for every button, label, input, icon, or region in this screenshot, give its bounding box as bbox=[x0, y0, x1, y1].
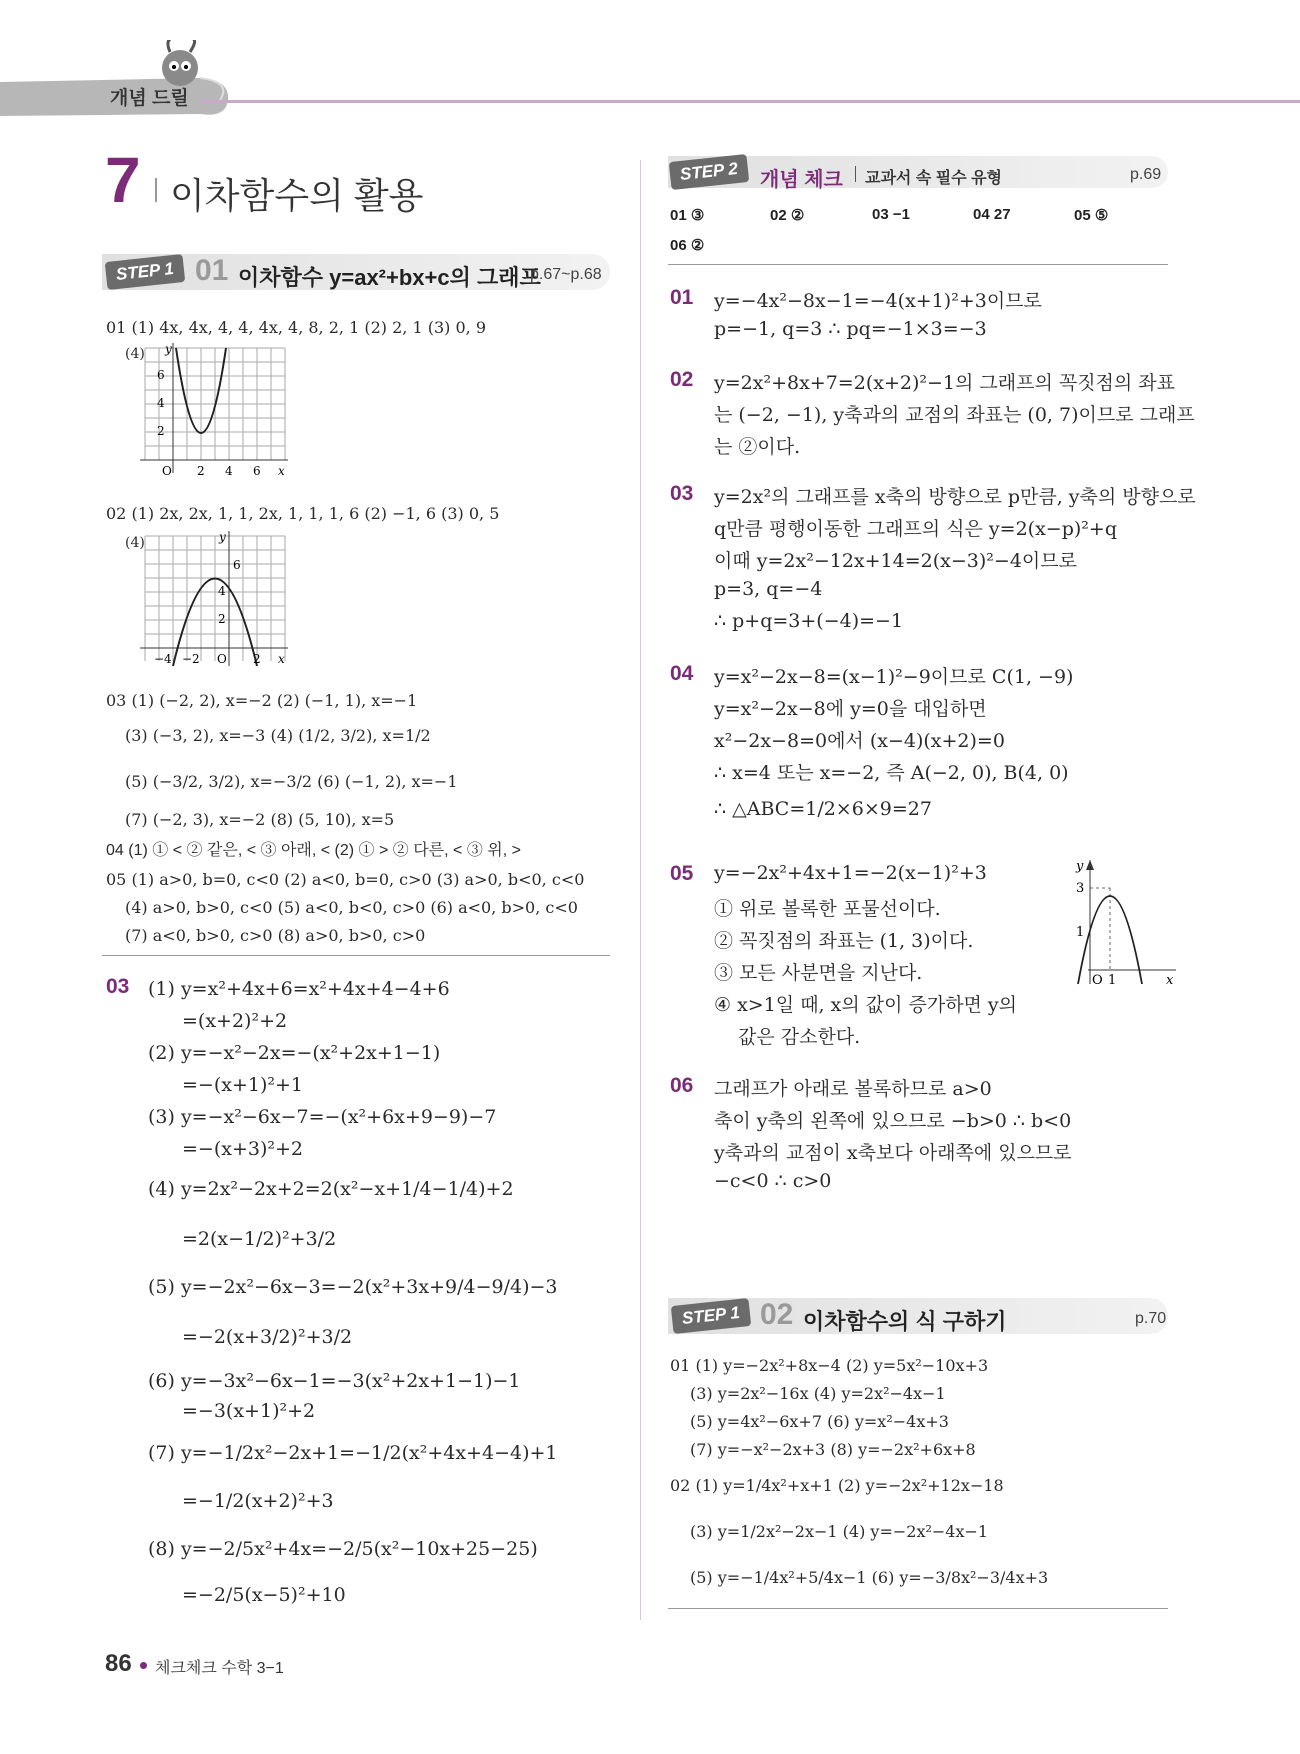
page-ref: p.67~p.68 bbox=[530, 266, 602, 283]
step2-title: 개념 체크 bbox=[760, 169, 843, 191]
step-badge: STEP 1 bbox=[105, 254, 185, 290]
solution-line: ① 위로 볼록한 포물선이다. bbox=[714, 898, 941, 920]
question-number: 06 bbox=[670, 1074, 694, 1097]
graph-ytick: 4 bbox=[218, 584, 226, 598]
answer-line: (3) y=1/2x²−2x−1 (4) y=−2x²−4x−1 bbox=[690, 1522, 989, 1541]
graph-xtick: −4 bbox=[154, 652, 172, 666]
solution-line: (5) y=−2x²−6x−3=−2(x²+3x+9/4−9/4)−3 bbox=[148, 1276, 558, 1298]
solution-line: 값은 감소한다. bbox=[738, 1026, 861, 1048]
solution-line: =2(x−1/2)²+3/2 bbox=[182, 1228, 337, 1250]
graph-x-label: x bbox=[1166, 973, 1174, 988]
solution-line: q만큼 평행이동한 그래프의 식은 y=2(x−p)²+q bbox=[714, 518, 1117, 540]
solution-line: x²−2x−8=0에서 (x−4)(x+2)=0 bbox=[714, 730, 1005, 752]
answer-line: (7) a<0, b>0, c>0 (8) a>0, b>0, c>0 bbox=[125, 926, 426, 945]
answer-line: (5) y=4x²−6x+7 (6) y=x²−4x+3 bbox=[690, 1412, 949, 1431]
solution-line: ② 꼭짓점의 좌표는 (1, 3)이다. bbox=[714, 930, 974, 952]
solution-line: =(x+2)²+2 bbox=[182, 1010, 288, 1032]
solution-line: ③ 모든 사분면을 지난다. bbox=[714, 962, 923, 984]
solution-line: ∴ p+q=3+(−4)=−1 bbox=[714, 610, 904, 632]
right-divider bbox=[668, 264, 1168, 265]
question-number: 03 bbox=[670, 482, 694, 505]
graph-y-label: y bbox=[1076, 859, 1084, 874]
graph-xtick: 1 bbox=[1108, 973, 1117, 988]
answer-line: 05 (1) a>0, b=0, c<0 (2) a<0, b=0, c>0 (3) a>0, b<0, c<0 bbox=[106, 870, 585, 889]
solution-line: y축과의 교점이 x축보다 아래쪽에 있으므로 bbox=[714, 1142, 1072, 1164]
graph-ytick: 2 bbox=[218, 612, 226, 626]
solution-line: y=−4x²−8x−1=−4(x+1)²+3이므로 bbox=[714, 290, 1042, 312]
section-number: 02 bbox=[760, 1298, 794, 1331]
solution-line: y=2x²의 그래프를 x축의 방향으로 p만큼, y축의 방향으로 bbox=[714, 486, 1196, 508]
solution-line: (2) y=−x²−2x=−(x²+2x+1−1) bbox=[148, 1042, 441, 1064]
solution-line: y=x²−2x−8=(x−1)²−9이므로 C(1, −9) bbox=[714, 666, 1074, 688]
solution-line: =−2(x+3/2)²+3/2 bbox=[182, 1326, 353, 1348]
chapter-number: 7 bbox=[105, 144, 141, 216]
answer-line: 01 (1) 4x, 4x, 4, 4, 4x, 4, 8, 2, 1 (2) 2, 1 (3) 0, 9 bbox=[106, 318, 486, 337]
answer-line: (5) y=−1/4x²+5/4x−1 (6) y=−3/8x²−3/4x+3 bbox=[690, 1568, 1049, 1587]
graph-ytick: 2 bbox=[157, 424, 165, 438]
footer-dot bbox=[140, 1662, 147, 1669]
answer-line: 03 (1) (−2, 2), x=−2 (2) (−1, 1), x=−1 bbox=[106, 691, 418, 710]
graph-y-label: y bbox=[165, 343, 172, 356]
graph-xtick: −2 bbox=[182, 652, 200, 666]
quick-answer: 05 ⑤ bbox=[1074, 207, 1109, 224]
page-ref: p.70 bbox=[1135, 1310, 1167, 1327]
page-number: 86 bbox=[105, 1650, 132, 1677]
answer-line: (7) y=−x²−2x+3 (8) y=−2x²+6x+8 bbox=[690, 1440, 976, 1459]
answer-line: 02 (1) y=1/4x²+x+1 (2) y=−2x²+12x−18 bbox=[670, 1476, 1004, 1495]
column-divider bbox=[640, 160, 641, 1620]
answer-line: (3) y=2x²−16x (4) y=2x²−4x−1 bbox=[690, 1384, 946, 1403]
solution-line: y=−2x²+4x+1=−2(x−1)²+3 bbox=[714, 862, 987, 884]
left-divider bbox=[102, 955, 610, 956]
solution-line: p=−1, q=3 ∴ pq=−1×3=−3 bbox=[714, 318, 987, 340]
solution-line: ④ x>1일 때, x의 값이 증가하면 y의 bbox=[714, 994, 1018, 1016]
graph-origin: O bbox=[217, 652, 227, 666]
question-number: 04 bbox=[670, 662, 694, 685]
section-title: 이차함수의 식 구하기 bbox=[803, 1309, 1007, 1334]
answer-line: (7) (−2, 3), x=−2 (8) (5, 10), x=5 bbox=[125, 810, 395, 829]
graph-x-label: x bbox=[278, 652, 285, 666]
question-number: 05 bbox=[670, 862, 694, 885]
graph-xtick: 2 bbox=[197, 464, 205, 478]
graph-ytick: 6 bbox=[157, 368, 165, 382]
graph-xtick: 2 bbox=[253, 652, 261, 666]
answer-line: 04 (1) ① < ② 같은, < ③ 아래, < (2) ① > ② 다른, < ③ 위, > bbox=[106, 842, 521, 859]
question-number: 01 bbox=[670, 286, 694, 309]
graph-y-label: y bbox=[219, 531, 226, 544]
solution-line: (8) y=−2/5x²+4x=−2/5(x²−10x+25−25) bbox=[148, 1538, 538, 1560]
solution-line: 그래프가 아래로 볼록하므로 a>0 bbox=[714, 1078, 992, 1100]
banner-label: 개념 드릴 bbox=[110, 88, 189, 109]
solution-line: =−2/5(x−5)²+10 bbox=[182, 1584, 346, 1606]
answer-line: (5) (−3/2, 3/2), x=−3/2 (6) (−1, 2), x=−1 bbox=[125, 772, 458, 791]
answer-line: (4) bbox=[125, 346, 145, 362]
solution-line: 는 (−2, −1), y축과의 교점의 좌표는 (0, 7)이므로 그래프 bbox=[714, 404, 1195, 426]
step2-title-sep bbox=[855, 166, 856, 182]
solution-line: −c<0 ∴ c>0 bbox=[714, 1170, 832, 1192]
chapter-title: 이차함수의 활용 bbox=[170, 175, 424, 216]
graph-x-label: x bbox=[278, 464, 285, 478]
solution-line: =−3(x+1)²+2 bbox=[182, 1400, 316, 1422]
section-title: 이차함수 y=ax²+bx+c의 그래프 bbox=[238, 265, 541, 290]
chapter-separator bbox=[155, 178, 157, 202]
quick-answer: 03 −1 bbox=[872, 206, 910, 223]
question-number: 02 bbox=[670, 368, 694, 391]
solution-line: (4) y=2x²−2x+2=2(x²−x+1/4−1/4)+2 bbox=[148, 1178, 514, 1200]
step-badge: STEP 1 bbox=[671, 1298, 751, 1334]
graph-3 bbox=[1068, 858, 1178, 988]
solution-line: (6) y=−3x²−6x−1=−3(x²+2x+1−1)−1 bbox=[148, 1370, 521, 1392]
quick-answer: 04 27 bbox=[973, 206, 1011, 223]
solution-line: (7) y=−1/2x²−2x+1=−1/2(x²+4x+4−4)+1 bbox=[148, 1442, 558, 1464]
graph-ytick: 1 bbox=[1076, 925, 1085, 940]
solution-line: =−(x+1)²+1 bbox=[182, 1074, 304, 1096]
solution-line: 축이 y축의 왼쪽에 있으므로 −b>0 ∴ b<0 bbox=[714, 1110, 1072, 1132]
graph-origin: O bbox=[1092, 973, 1103, 988]
solution-line: y=2x²+8x+7=2(x+2)²−1의 그래프의 꼭짓점의 좌표 bbox=[714, 372, 1176, 394]
graph-ytick: 6 bbox=[233, 558, 241, 572]
answer-line: (3) (−3, 2), x=−3 (4) (1/2, 3/2), x=1/2 bbox=[125, 726, 431, 745]
right-bottom-divider bbox=[668, 1608, 1168, 1609]
banner-line bbox=[200, 100, 1300, 103]
book-title: 체크체크 수학 3−1 bbox=[155, 1660, 284, 1677]
section-number: 01 bbox=[195, 254, 229, 287]
solution-line: (3) y=−x²−6x−7=−(x²+6x+9−9)−7 bbox=[148, 1106, 497, 1128]
graph-1 bbox=[140, 343, 300, 483]
solution-line: ∴ △ABC=1/2×6×9=27 bbox=[714, 798, 932, 820]
step-badge: STEP 2 bbox=[669, 154, 749, 190]
solution-line: p=3, q=−4 bbox=[714, 578, 823, 600]
question-number: 03 bbox=[106, 975, 130, 998]
solution-line: ∴ x=4 또는 x=−2, 즉 A(−2, 0), B(4, 0) bbox=[714, 762, 1069, 784]
solution-line: (1) y=x²+4x+6=x²+4x+4−4+6 bbox=[148, 978, 450, 1000]
step2-subtitle: 교과서 속 필수 유형 bbox=[865, 170, 1002, 187]
page-ref: p.69 bbox=[1130, 166, 1162, 183]
graph-xtick: 6 bbox=[253, 464, 261, 478]
solution-line: 이때 y=2x²−12x+14=2(x−3)²−4이므로 bbox=[714, 550, 1077, 572]
graph-origin: O bbox=[162, 464, 172, 478]
graph-ytick: 4 bbox=[157, 396, 165, 410]
quick-answer: 01 ③ bbox=[670, 207, 705, 224]
quick-answer: 06 ② bbox=[670, 237, 705, 254]
solution-line: =−(x+3)²+2 bbox=[182, 1138, 304, 1160]
quick-answer: 02 ② bbox=[770, 207, 805, 224]
answer-line: (4) a>0, b>0, c<0 (5) a<0, b<0, c>0 (6) a<0, b>0, c<0 bbox=[125, 898, 578, 917]
graph-xtick: 4 bbox=[225, 464, 233, 478]
graph-2 bbox=[140, 531, 300, 676]
graph-ytick: 3 bbox=[1076, 881, 1085, 896]
solution-line: 는 ②이다. bbox=[714, 436, 801, 458]
answer-line: 02 (1) 2x, 2x, 1, 1, 2x, 1, 1, 1, 6 (2) −1, 6 (3) 0, 5 bbox=[106, 504, 500, 523]
answer-line: (4) bbox=[125, 535, 145, 551]
answer-line: 01 (1) y=−2x²+8x−4 (2) y=5x²−10x+3 bbox=[670, 1356, 989, 1375]
solution-line: =−1/2(x+2)²+3 bbox=[182, 1490, 334, 1512]
solution-line: y=x²−2x−8에 y=0을 대입하면 bbox=[714, 698, 987, 720]
